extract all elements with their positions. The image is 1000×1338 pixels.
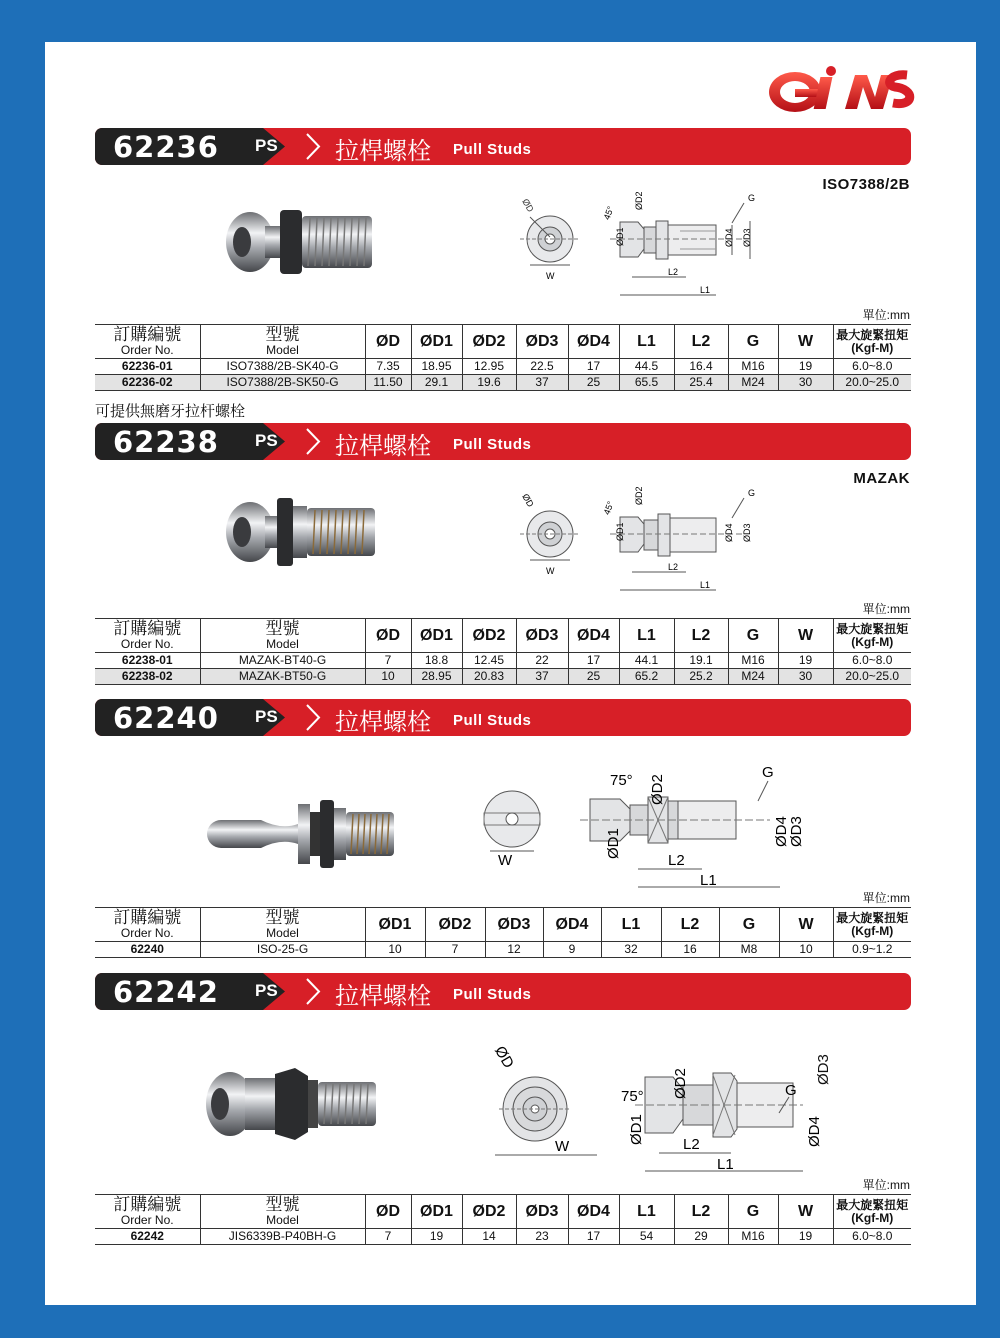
d3-label-right: ØD3 [815, 1054, 832, 1085]
table-cell: 19.6 [462, 375, 516, 391]
svg-text:ØD: ØD [491, 1043, 518, 1072]
table-header-cell: ØD4 [568, 1195, 619, 1229]
pull-stud-photo [220, 202, 380, 282]
table-header-cell: ØD2 [462, 325, 516, 359]
spec-table-62236 [95, 324, 911, 391]
table-cell: 22 [516, 653, 568, 669]
table-cell: 16.4 [674, 359, 728, 375]
table-cell: 62236-01 [95, 359, 200, 375]
table-cell: 9 [543, 942, 601, 958]
table-cell: 11.50 [365, 375, 411, 391]
table-cell: 23 [516, 1229, 568, 1245]
table-header-cell: 型號 Model [200, 619, 365, 653]
table-header-cell: 訂購編號 Order No. [95, 619, 200, 653]
table-header-cell: L1 [601, 908, 661, 942]
table-cell: M16 [728, 1229, 778, 1245]
section-type: PS [255, 707, 278, 726]
section-code: 62240 [113, 701, 219, 735]
table-cell: ISO7388/2B-SK50-G [200, 375, 365, 391]
table-cell: 62236-02 [95, 375, 200, 391]
table-cell: 62240 [95, 942, 200, 958]
table-cell: 30 [778, 375, 833, 391]
table-header-cell: 型號 Model [200, 1195, 365, 1229]
table-cell: 30 [778, 669, 833, 685]
table-row [95, 375, 911, 391]
unit-label: 單位:mm [862, 1178, 910, 1192]
table-cell: 17 [568, 653, 619, 669]
svg-text:L2: L2 [668, 562, 679, 572]
table-cell: 6.0~8.0 [833, 359, 911, 375]
catalog-page [45, 42, 976, 1305]
table-cell: 22.5 [516, 359, 568, 375]
svg-text:ØD4: ØD4 [773, 816, 790, 847]
svg-text:L2: L2 [683, 1136, 700, 1153]
table-cell: 37 [516, 669, 568, 685]
table-cell: 7 [425, 942, 485, 958]
svg-text:ØD2: ØD2 [634, 486, 644, 505]
svg-text:L1: L1 [717, 1156, 734, 1173]
svg-text:75°: 75° [610, 772, 633, 789]
svg-text:G: G [748, 193, 756, 203]
table-cell: 19 [411, 1229, 462, 1245]
table-row [95, 942, 911, 958]
table-cell: 25 [568, 669, 619, 685]
table-header-cell: L2 [674, 619, 728, 653]
table-cell: 54 [619, 1229, 674, 1245]
table-header-cell: L2 [674, 1195, 728, 1229]
spec-table-62242 [95, 1194, 911, 1245]
chevron-right-icon [303, 977, 323, 1006]
table-header-cell: G [728, 325, 778, 359]
dimension-drawing [485, 1037, 823, 1173]
section-type: PS [255, 431, 278, 450]
table-cell: 10 [779, 942, 833, 958]
unit-label: 單位:mm [862, 308, 910, 322]
table-header-cell: ØD1 [411, 325, 462, 359]
table-cell: 12.45 [462, 653, 516, 669]
table-row [95, 653, 911, 669]
svg-text:ØD1: ØD1 [628, 1114, 645, 1145]
svg-text:45°: 45° [601, 204, 616, 222]
table-cell: 20.83 [462, 669, 516, 685]
unit-label: 單位:mm [862, 891, 910, 905]
table-header-cell: ØD [365, 619, 411, 653]
table-cell: 62242 [95, 1229, 200, 1245]
table-header-cell: 最大旋緊扭矩 (Kgf-M) [833, 908, 911, 942]
svg-text:L1: L1 [700, 872, 717, 889]
table-cell: 65.2 [619, 669, 674, 685]
section-title-en: Pull Studs [453, 141, 532, 158]
svg-text:L2: L2 [668, 267, 679, 277]
svg-text:ØD1: ØD1 [615, 522, 625, 541]
svg-text:W: W [555, 1138, 570, 1155]
table-cell: 19 [778, 359, 833, 375]
svg-text:ØD2: ØD2 [649, 774, 666, 805]
table-cell: ISO-25-G [200, 942, 365, 958]
spec-table-62238 [95, 618, 911, 685]
section-title-en: Pull Studs [453, 436, 532, 453]
table-cell: 7 [365, 653, 411, 669]
table-cell: M24 [728, 669, 778, 685]
table-cell: M24 [728, 375, 778, 391]
svg-text:ØD3: ØD3 [788, 816, 805, 847]
table-header-cell: 型號 Model [200, 325, 365, 359]
note-text: 可提供無磨牙拉杆螺栓 [95, 402, 246, 420]
table-cell: 12.95 [462, 359, 516, 375]
svg-text:75°: 75° [621, 1088, 644, 1105]
svg-text:W: W [546, 271, 555, 281]
table-cell: 12 [485, 942, 543, 958]
table-header-cell: L1 [619, 325, 674, 359]
table-cell: 17 [568, 1229, 619, 1245]
table-cell: 7 [365, 1229, 411, 1245]
table-cell: MAZAK-BT40-G [200, 653, 365, 669]
table-cell: 19 [778, 1229, 833, 1245]
gin-logo [765, 65, 915, 117]
section-header-62236 [95, 128, 911, 165]
table-cell: 44.1 [619, 653, 674, 669]
section-title-cn: 拉桿螺栓 [335, 708, 431, 736]
unit-label: 單位:mm [862, 602, 910, 616]
svg-text:ØD: ØD [520, 197, 536, 214]
table-header-cell: ØD2 [462, 1195, 516, 1229]
svg-text:ØD3: ØD3 [742, 523, 752, 542]
pull-stud-photo [220, 492, 380, 572]
table-cell: 20.0~25.0 [833, 375, 911, 391]
svg-text:L2: L2 [668, 852, 685, 869]
table-header-cell: ØD1 [411, 619, 462, 653]
pull-stud-photo [203, 794, 398, 874]
table-cell: 28.95 [411, 669, 462, 685]
table-cell: 37 [516, 375, 568, 391]
table-cell: M8 [719, 942, 779, 958]
svg-text:ØD1: ØD1 [615, 227, 625, 246]
table-header-cell: L1 [619, 619, 674, 653]
svg-text:ØD: ØD [520, 492, 536, 509]
table-header-cell: 訂購編號 Order No. [95, 908, 200, 942]
table-header-cell: ØD [365, 1195, 411, 1229]
section-title-cn: 拉桿螺栓 [335, 137, 431, 165]
table-header-cell: W [778, 325, 833, 359]
svg-text:G: G [762, 764, 774, 781]
table-cell: 18.95 [411, 359, 462, 375]
table-cell: 44.5 [619, 359, 674, 375]
table-header-cell: ØD [365, 325, 411, 359]
table-header-cell: W [779, 908, 833, 942]
dimension-drawing [470, 757, 805, 892]
table-header-cell: 最大旋緊扭矩 (Kgf-M) [833, 325, 911, 359]
table-header-cell: W [778, 1195, 833, 1229]
table-cell: 10 [365, 669, 411, 685]
svg-text:L1: L1 [700, 285, 711, 295]
table-header-cell: ØD2 [462, 619, 516, 653]
section-type: PS [255, 981, 278, 1000]
table-cell: 6.0~8.0 [833, 1229, 911, 1245]
table-cell: MAZAK-BT50-G [200, 669, 365, 685]
svg-text:ØD2: ØD2 [672, 1068, 689, 1099]
standard-label: MAZAK [853, 470, 910, 487]
section-code: 62238 [113, 425, 219, 459]
table-header-cell: 型號 Model [200, 908, 365, 942]
table-cell: M16 [728, 359, 778, 375]
table-cell: 16 [661, 942, 719, 958]
table-header-cell: ØD2 [425, 908, 485, 942]
table-header-cell: G [728, 619, 778, 653]
table-cell: 62238-01 [95, 653, 200, 669]
table-cell: 29 [674, 1229, 728, 1245]
section-header-62238 [95, 423, 911, 460]
svg-text:L1: L1 [700, 580, 711, 590]
table-header-cell: 最大旋緊扭矩 (Kgf-M) [833, 619, 911, 653]
table-header-cell: W [778, 619, 833, 653]
table-cell: 25.4 [674, 375, 728, 391]
standard-label: ISO7388/2B [822, 176, 910, 193]
table-header-cell: ØD1 [365, 908, 425, 942]
table-cell: 17 [568, 359, 619, 375]
table-row [95, 359, 911, 375]
table-header-cell: L2 [661, 908, 719, 942]
svg-text:ØD4: ØD4 [806, 1116, 823, 1147]
table-cell: 7.35 [365, 359, 411, 375]
svg-text:W: W [498, 852, 513, 869]
table-header-cell: ØD3 [516, 325, 568, 359]
table-cell: 29.1 [411, 375, 462, 391]
table-header-cell: ØD3 [485, 908, 543, 942]
svg-text:45°: 45° [601, 499, 616, 517]
chevron-right-icon [303, 132, 323, 161]
table-cell: 10 [365, 942, 425, 958]
svg-text:ØD4: ØD4 [724, 228, 734, 247]
table-cell: 25.2 [674, 669, 728, 685]
table-header-cell: G [728, 1195, 778, 1229]
table-cell: 18.8 [411, 653, 462, 669]
table-header-cell: 最大旋緊扭矩 (Kgf-M) [833, 1195, 911, 1229]
table-row [95, 669, 911, 685]
section-type: PS [255, 136, 278, 155]
table-header-cell: 訂購編號 Order No. [95, 325, 200, 359]
svg-text:ØD3: ØD3 [742, 228, 752, 247]
section-header-62240 [95, 699, 911, 736]
spec-table-62240 [95, 907, 911, 958]
svg-text:G: G [785, 1082, 797, 1099]
table-cell: JIS6339B-P40BH-G [200, 1229, 365, 1245]
table-header-cell: ØD3 [516, 1195, 568, 1229]
table-cell: 0.9~1.2 [833, 942, 911, 958]
dimension-drawing [510, 482, 770, 602]
table-cell: 14 [462, 1229, 516, 1245]
table-cell: ISO7388/2B-SK40-G [200, 359, 365, 375]
table-cell: 62238-02 [95, 669, 200, 685]
table-header-cell: L2 [674, 325, 728, 359]
table-cell: 32 [601, 942, 661, 958]
svg-text:G: G [748, 488, 756, 498]
svg-text:ØD4: ØD4 [724, 523, 734, 542]
table-header-cell: ØD4 [543, 908, 601, 942]
table-header-cell: ØD4 [568, 619, 619, 653]
table-header-cell: ØD4 [568, 325, 619, 359]
svg-text:W: W [546, 566, 555, 576]
table-cell: 6.0~8.0 [833, 653, 911, 669]
section-title-en: Pull Studs [453, 712, 532, 729]
section-header-62242 [95, 973, 911, 1010]
table-row [95, 1229, 911, 1245]
section-title-cn: 拉桿螺栓 [335, 432, 431, 460]
dimension-drawing [510, 187, 770, 307]
table-cell: M16 [728, 653, 778, 669]
chevron-right-icon [303, 427, 323, 456]
table-cell: 20.0~25.0 [833, 669, 911, 685]
table-cell: 65.5 [619, 375, 674, 391]
table-cell: 19 [778, 653, 833, 669]
table-header-cell: ØD1 [411, 1195, 462, 1229]
section-code: 62236 [113, 130, 219, 164]
section-title-en: Pull Studs [453, 986, 532, 1003]
table-header-cell: G [719, 908, 779, 942]
svg-text:ØD2: ØD2 [634, 191, 644, 210]
section-title-cn: 拉桿螺栓 [335, 982, 431, 1010]
pull-stud-photo [200, 1064, 380, 1144]
table-header-cell: 訂購編號 Order No. [95, 1195, 200, 1229]
chevron-right-icon [303, 703, 323, 732]
table-cell: 19.1 [674, 653, 728, 669]
table-header-cell: ØD3 [516, 619, 568, 653]
section-code: 62242 [113, 975, 219, 1009]
table-cell: 25 [568, 375, 619, 391]
svg-text:ØD1: ØD1 [605, 828, 622, 859]
table-header-cell: L1 [619, 1195, 674, 1229]
